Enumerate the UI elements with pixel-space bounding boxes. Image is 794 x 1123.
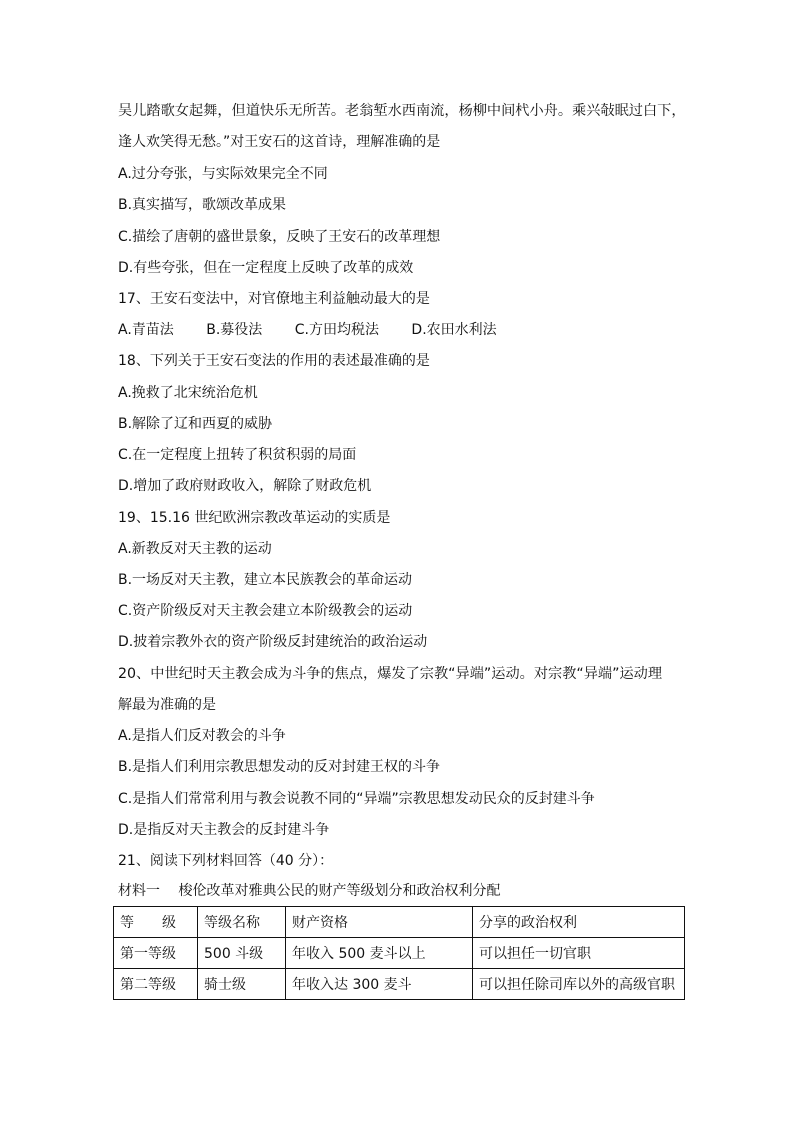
option-16-a: A.过分夸张，与实际效果完全不同 (118, 166, 328, 182)
question-17: 17、王安石变法中，对官僚地主利益触动最大的是 (118, 291, 430, 307)
option-18-c: C.在一定程度上扭转了积贫积弱的局面 (118, 447, 357, 463)
table-cell: 500 斗级 (198, 938, 286, 969)
option-18-d: D.增加了政府财政收入，解除了财政危机 (118, 478, 372, 494)
table-cell: 第二等级 (114, 969, 198, 1000)
table-header: 财产资格 (286, 907, 473, 938)
table-cell: 年收入 500 麦斗以上 (286, 938, 473, 969)
option-19-a: A.新教反对天主教的运动 (118, 541, 272, 557)
option-16-c: C.描绘了唐朝的盛世景象，反映了王安石的改革理想 (118, 229, 441, 245)
option-18-b: B.解除了辽和西夏的威胁 (118, 416, 273, 432)
option-19-d: D.披着宗教外衣的资产阶级反封建统治的政治运动 (118, 634, 428, 650)
table-header: 等级名称 (198, 907, 286, 938)
option-19-c: C.资产阶级反对天主教会建立本阶级教会的运动 (118, 603, 413, 619)
table-row (114, 938, 685, 969)
question-21: 21、阅读下列材料回答（40 分）： (118, 853, 334, 869)
question-20-line-1: 20、中世纪时天主教会成为斗争的焦点，爆发了宗教“异端”运动。对宗教“异端”运动理 (118, 666, 663, 682)
options-17: A.青苗法 B.募役法 C.方田均税法 D.农田水利法 (118, 322, 497, 338)
table-cell: 第一等级 (114, 938, 198, 969)
option-16-b: B.真实描写，歌颂改革成果 (118, 197, 287, 213)
question-19: 19、15.16 世纪欧洲宗教改革运动的实质是 (118, 510, 391, 526)
option-18-a: A.挽救了北宋统治危机 (118, 385, 258, 401)
option-16-d: D.有些夸张，但在一定程度上反映了改革的成效 (118, 260, 414, 276)
table-header: 等 级 (114, 907, 198, 938)
poem-line-2: 逢人欢笑得无愁。”对王安石的这首诗，理解准确的是 (118, 134, 441, 150)
question-20-line-2: 解最为准确的是 (118, 697, 216, 713)
option-20-c: C.是指人们常常利用与教会说教不同的“异端”宗教思想发动民众的反封建斗争 (118, 791, 595, 807)
option-19-b: B.一场反对天主教，建立本民族教会的革命运动 (118, 572, 413, 588)
poem-line-1: 吴儿踏歌女起舞，但道快乐无所苦。老翁堑水西南流，杨柳中间杙小舟。乘兴敧眠过白下， (118, 103, 686, 119)
solon-class-table (113, 906, 685, 1000)
table-header-row (114, 907, 685, 938)
question-18: 18、下列关于王安石变法的作用的表述最准确的是 (118, 353, 430, 369)
table-cell: 年收入达 300 麦斗 (286, 969, 473, 1000)
material-1-caption: 材料一 梭伦改革对雅典公民的财产等级划分和政治权利分配 (118, 883, 501, 899)
table-cell: 骑士级 (198, 969, 286, 1000)
table-row (114, 969, 685, 1000)
table-header: 分享的政治权利 (473, 907, 685, 938)
table-cell: 可以担任除司库以外的高级官职 (473, 969, 685, 1000)
table-cell: 可以担任一切官职 (473, 938, 685, 969)
option-20-b: B.是指人们利用宗教思想发动的反对封建王权的斗争 (118, 759, 441, 775)
option-20-d: D.是指反对天主教会的反封建斗争 (118, 822, 330, 838)
option-20-a: A.是指人们反对教会的斗争 (118, 728, 286, 744)
